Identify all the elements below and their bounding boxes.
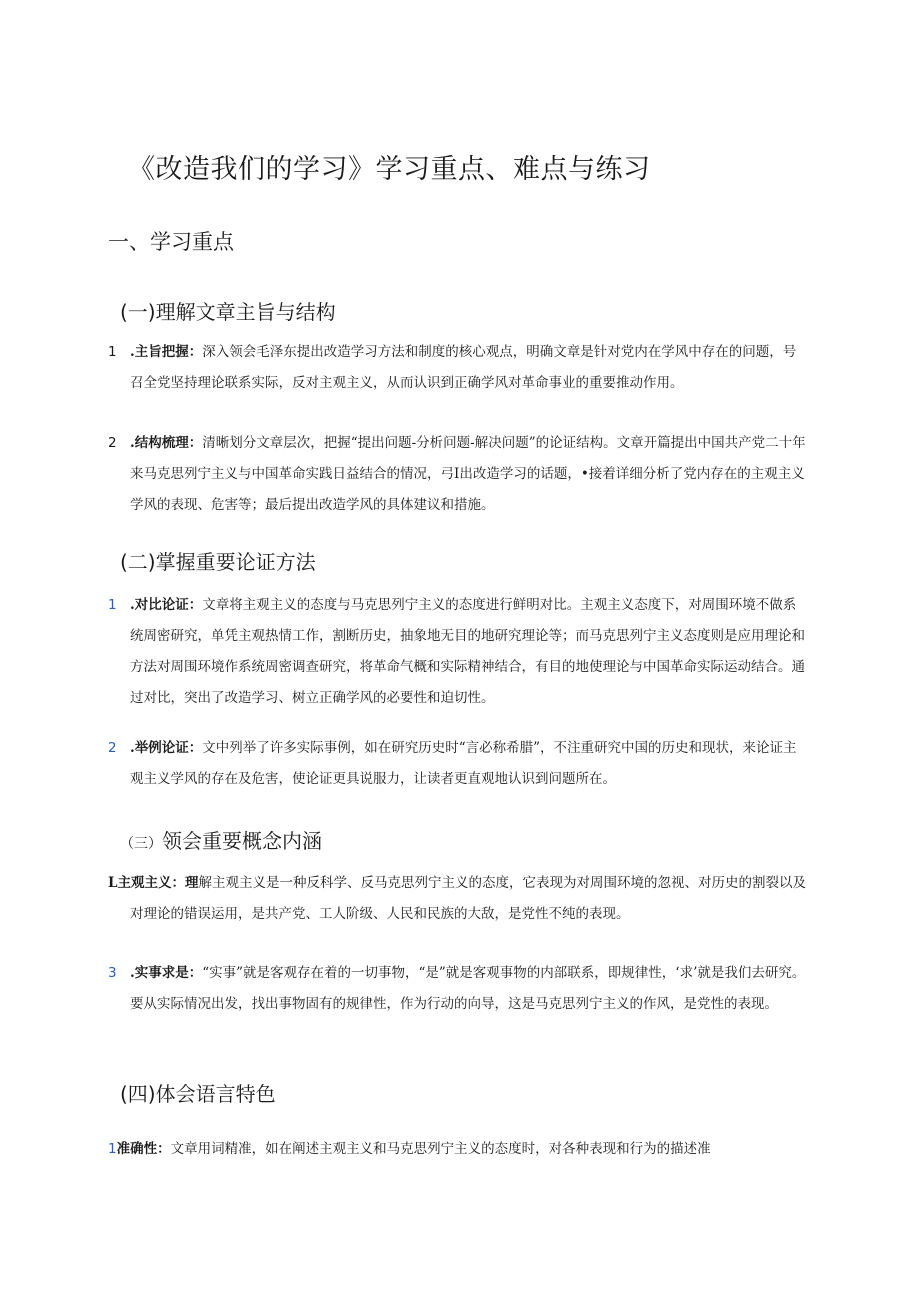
list-item bbox=[108, 590, 808, 714]
item-text: 文章用词精准，如在阐述主观主义和马克思列宁主义的态度时，对各种表现和行为的描述准 bbox=[170, 1141, 711, 1157]
item-label: .主旨把握： bbox=[130, 344, 203, 360]
subheading-key-concepts bbox=[120, 825, 322, 854]
item-number: 1 bbox=[108, 344, 117, 360]
item-number: 2 bbox=[108, 435, 117, 451]
item-text: 文章将主观主义的态度与马克思列宁主义的态度进行鲜明对比。主观主义态度下，对周围环境不做系统周密研究，单凭主观热情工作，割断历史，抽象地无目的地研究理论等；而马克思列宁主义态度则是应用理论和方法对周围环境作系统周密调查研究，将革命气概和实际精神结合，有目的地使理论与中国革命实际运动结合。通过对比，突出了改造学习、树立正确学风的必要性和迫切性。 bbox=[130, 597, 805, 706]
section-heading-key-points: 一、学习重点 bbox=[108, 230, 234, 254]
item-text: 深入领会毛泽东提出改造学习方法和制度的核心观点，明确文章是针对党内在学风中存在的问题，号召全党坚持理论联系实际，反对主观主义，从而认识到正确学风对革命事业的重要推动作用。 bbox=[130, 344, 797, 391]
item-label: 准确性： bbox=[116, 1141, 171, 1157]
subheading-theme-structure: (一)理解文章主旨与结构 bbox=[120, 300, 336, 324]
list-item bbox=[108, 868, 808, 930]
item-text: 清晰划分文章层次，把握“提出问题-分析问题-解决问题”的论证结构。文章开篇提出中国共产党二十年来马克思列宁主义与中国革命实践日益结合的情况，弓I出改造学习的话题，•接着详细分析了党内存在的主观主义学风的表现、危害等；最后提出改造学风的具体建议和措施。 bbox=[130, 435, 806, 513]
subheading-argument-methods: (二)掌握重要论证方法 bbox=[120, 550, 316, 574]
item-text: “实事”就是客观存在着的一切事物，“是”就是客观事物的内部联系，即规律性，‘求’就是我们去研究。要从实际情况出发，找出事物固有的规律性，作为行动的向导，这是马克思列宁主义的作风，是党性的表现。 bbox=[130, 965, 806, 1012]
item-number: 3 bbox=[108, 965, 117, 981]
list-item bbox=[108, 733, 808, 795]
item-label: .结构梳理： bbox=[130, 435, 203, 451]
item-label: .实事求是： bbox=[130, 965, 203, 981]
list-item bbox=[108, 1134, 828, 1165]
item-text: 文中列举了许多实际事例，如在研究历史时“言必称希腊”，不注重研究中国的历史和现状，来论证主观主义学风的存在及危害，使论证更具说服力，让读者更直观地认识到问题所在。 bbox=[130, 740, 797, 787]
item-text: 解主观主义是一种反科学、反马克思列宁主义的态度，它表现为对周围环境的忽视、对历史的割裂以及对理论的错误运用，是共产党、工人阶级、人民和民族的大敌，是党性不纯的表现。 bbox=[130, 875, 806, 922]
subheading-language-features: (四)体会语言特色 bbox=[120, 1082, 276, 1106]
item-label: .对比论证： bbox=[130, 597, 203, 613]
subheading-rest: 领会重要概念内涵 bbox=[162, 829, 322, 853]
list-item bbox=[108, 428, 808, 521]
item-number: 2 bbox=[108, 740, 117, 756]
item-label: .举例论证： bbox=[130, 740, 203, 756]
item-number: 1 bbox=[108, 1141, 117, 1157]
list-item bbox=[108, 337, 808, 399]
subheading-lead: （三） bbox=[120, 836, 162, 852]
document-title: 《改造我们的学习》学习重点、难点与练习 bbox=[128, 154, 651, 185]
item-label: L主观主义：理 bbox=[108, 875, 199, 891]
item-number: 1 bbox=[108, 597, 117, 613]
list-item bbox=[108, 958, 808, 1020]
